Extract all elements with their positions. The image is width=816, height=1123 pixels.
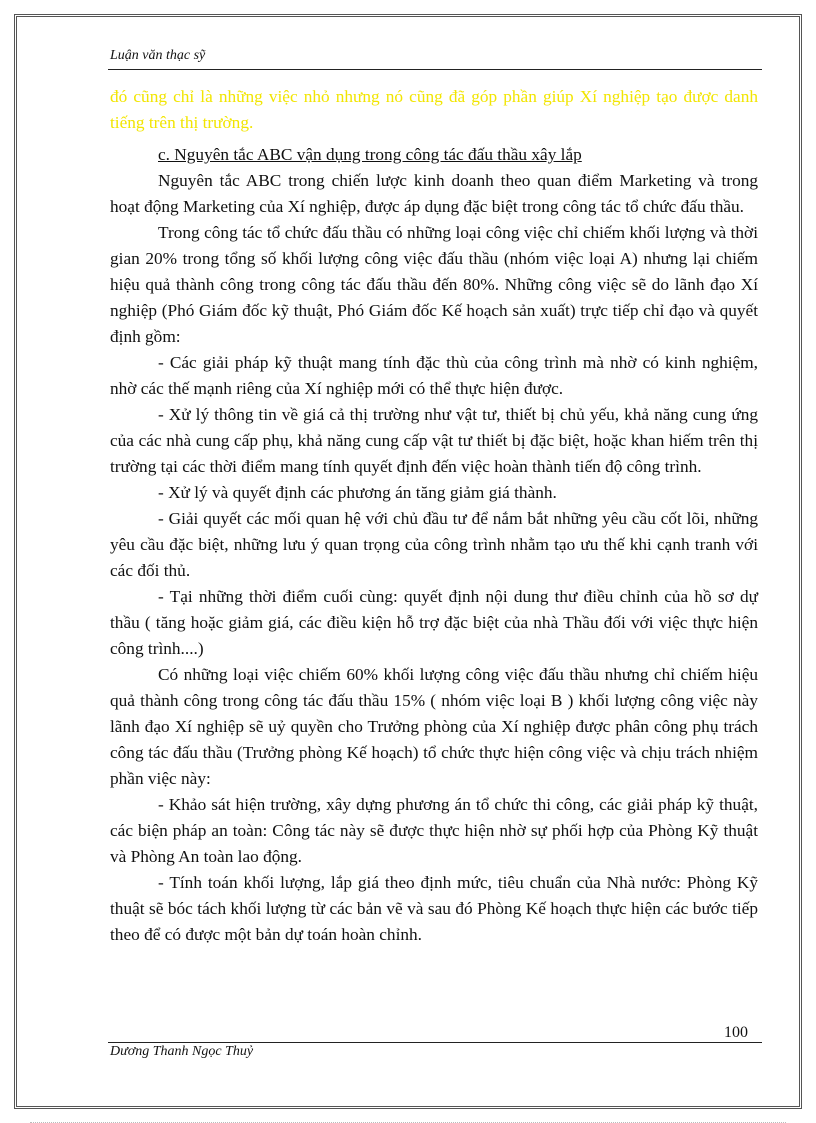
intro-highlight-text: đó cũng chỉ là những việc nhỏ nhưng nó cũng đã góp phần giúp Xí nghiệp tạo được danh tiếng trên thị trường. (110, 87, 758, 132)
paragraph: Nguyên tắc ABC trong chiến lược kinh doanh theo quan điểm Marketing và trong hoạt động Marketing của Xí nghiệp, được áp dụng đặc biệt trong công tác tổ chức đấu thầu. (110, 171, 758, 216)
bullet-paragraph: - Xử lý thông tin về giá cả thị trường như vật tư, thiết bị chủ yếu, khả năng cung ứng của các nhà cung cấp phụ, khả năng cung cấp vật tư thiết bị đặc biệt, hoặc khan hiếm trên thị trường tại các thời điểm mang tính quyết định đến việc hoàn thành tiến độ công trình. (110, 405, 758, 476)
paragraph: Trong công tác tổ chức đấu thầu có những loại công việc chỉ chiếm khối lượng và thời gian 20% trong tổng số khối lượng công việc đấu thầu (nhóm việc loại A) nhưng lại chiếm hiệu quả thành công trong công tác đấu thầu đến 80%. Những công việc sẽ do lãnh đạo Xí nghiệp (Phó Giám đốc kỹ thuật, Phó Giám đốc Kế hoạch sản xuất) trực tiếp chỉ đạo và quyết định gồm: (110, 223, 758, 346)
paragraph: Có những loại việc chiếm 60% khối lượng công việc đấu thầu nhưng chỉ chiếm hiệu quả thành công trong công tác đấu thầu 15% ( nhóm việc loại B ) khối lượng công việc này lãnh đạo Xí nghiệp sẽ uỷ quyền cho Trưởng phòng của Xí nghiệp được phân công phụ trách công tác đấu thầu (Trưởng phòng Kế hoạch) tổ chức thực hiện công việc và chịu trách nhiệm phần việc này: (110, 665, 758, 788)
bullet-paragraph: - Tại những thời điểm cuối cùng: quyết định nội dung thư điều chỉnh của hồ sơ dự thầu ( tăng hoặc giảm giá, các điều kiện hỗ trợ đặc biệt của nhà Thầu đối với việc thực hiện công trình....) (110, 587, 758, 658)
footer-rule (108, 1042, 762, 1043)
header-title: Luận văn thạc sỹ (110, 48, 206, 63)
bullet-paragraph: - Giải quyết các mối quan hệ với chủ đầu tư để nắm bắt những yêu cầu cốt lõi, những yêu cầu đặc biệt, những lưu ý quan trọng của công trình nhằm tạo ưu thế khi cạnh tranh với các đối thủ. (110, 509, 758, 580)
bullet-paragraph: - Khảo sát hiện trường, xây dựng phương án tổ chức thi công, các giải pháp kỹ thuật, các biện pháp an toàn: Công tác này sẽ được thực hiện nhờ sự phối hợp của Phòng Kỹ thuật và Phòng An toàn lao động. (110, 795, 758, 866)
bullet-paragraph: - Các giải pháp kỹ thuật mang tính đặc thù của công trình mà nhờ có kinh nghiệm, nhờ các thế mạnh riêng của Xí nghiệp mới có thể thực hiện được. (110, 353, 758, 398)
bullet-paragraph: - Tính toán khối lượng, lắp giá theo định mức, tiêu chuẩn của Nhà nước: Phòng Kỹ thuật sẽ bóc tách khối lượng từ các bản vẽ và sau đó Phòng Kế hoạch thực hiện các bước tiếp theo để có được một bản dự toán hoàn chỉnh. (110, 873, 758, 944)
section-heading: c. Nguyên tắc ABC vận dụng trong công tác đấu thầu xây lắp (158, 145, 582, 164)
bullet-paragraph: - Xử lý và quyết định các phương án tăng giảm giá thành. (158, 483, 557, 502)
document-body (110, 84, 758, 948)
footer-author: Dương Thanh Ngọc Thuỷ (110, 1044, 254, 1059)
page-number: 100 (724, 1024, 748, 1041)
header-rule (108, 69, 762, 70)
